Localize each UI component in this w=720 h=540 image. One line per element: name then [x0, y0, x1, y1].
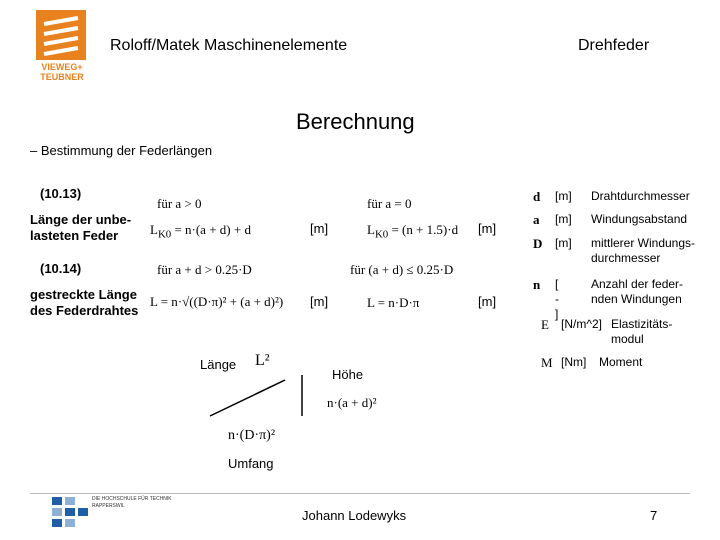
diagram-circumference-expr: n·(D·π)²	[228, 428, 276, 443]
eq2-label: gestreckte Länge des Federdrahtes	[30, 287, 139, 318]
school-name: DIE HOCHSCHULE FÜR TECHNIK RAPPERSWIL	[92, 496, 172, 509]
eq1-number: (10.13)	[40, 186, 82, 201]
topic-title: Drehfeder	[578, 37, 650, 54]
book-title: Roloff/Matek Maschinenelemente	[110, 37, 348, 54]
eq1-cond1: für a > 0	[157, 196, 202, 211]
publisher-logo	[36, 10, 86, 60]
diagram-triangle	[200, 370, 310, 425]
school-logo-icon	[52, 497, 88, 529]
eq2-formula1: L = n·√((D·π)² + (a + d)²)	[150, 294, 284, 309]
diagram-length-expr: L²	[255, 352, 270, 369]
diagram-circumference-label: Umfang	[228, 456, 274, 471]
eq2-number: (10.14)	[40, 261, 82, 276]
eq1-unit2: [m]	[478, 221, 497, 236]
eq2-unit2: [m]	[478, 294, 497, 309]
page-title: Berechnung	[296, 109, 415, 134]
spring-logo-icon	[36, 10, 86, 60]
school-logo	[52, 497, 88, 529]
diagram-length-label: Länge	[200, 357, 237, 372]
eq1-cond2: für a = 0	[367, 196, 412, 211]
footer-divider	[30, 493, 690, 494]
eq1-formula1: $L_{K0} = n\cdot(a + d) + d$	[150, 222, 251, 241]
eq1-formula2: $L_{K0} = (n + 1.5)\cdot d$	[367, 222, 459, 241]
author: Johann Lodewyks	[302, 508, 407, 523]
eq1-unit1: [m]	[310, 221, 329, 236]
page-number: 7	[650, 508, 658, 523]
subtitle: – Bestimmung der Federlängen	[30, 143, 213, 158]
eq2-cond1: für a + d > 0.25·D	[157, 262, 252, 277]
publisher-logo-text: VIEWEG+ TEUBNER	[40, 62, 84, 82]
eq2-cond2: für (a + d) ≤ 0.25·D	[350, 262, 454, 277]
eq1-label: Länge der unbe-lasteten Feder	[30, 212, 132, 243]
diagram-height-label: Höhe	[332, 367, 364, 382]
diagram-hypotenuse	[210, 380, 285, 416]
eq2-formula2: L = n·D·π	[367, 295, 420, 310]
eq2-unit1: [m]	[310, 294, 329, 309]
diagram-height-expr: n·(a + d)²	[327, 395, 377, 410]
